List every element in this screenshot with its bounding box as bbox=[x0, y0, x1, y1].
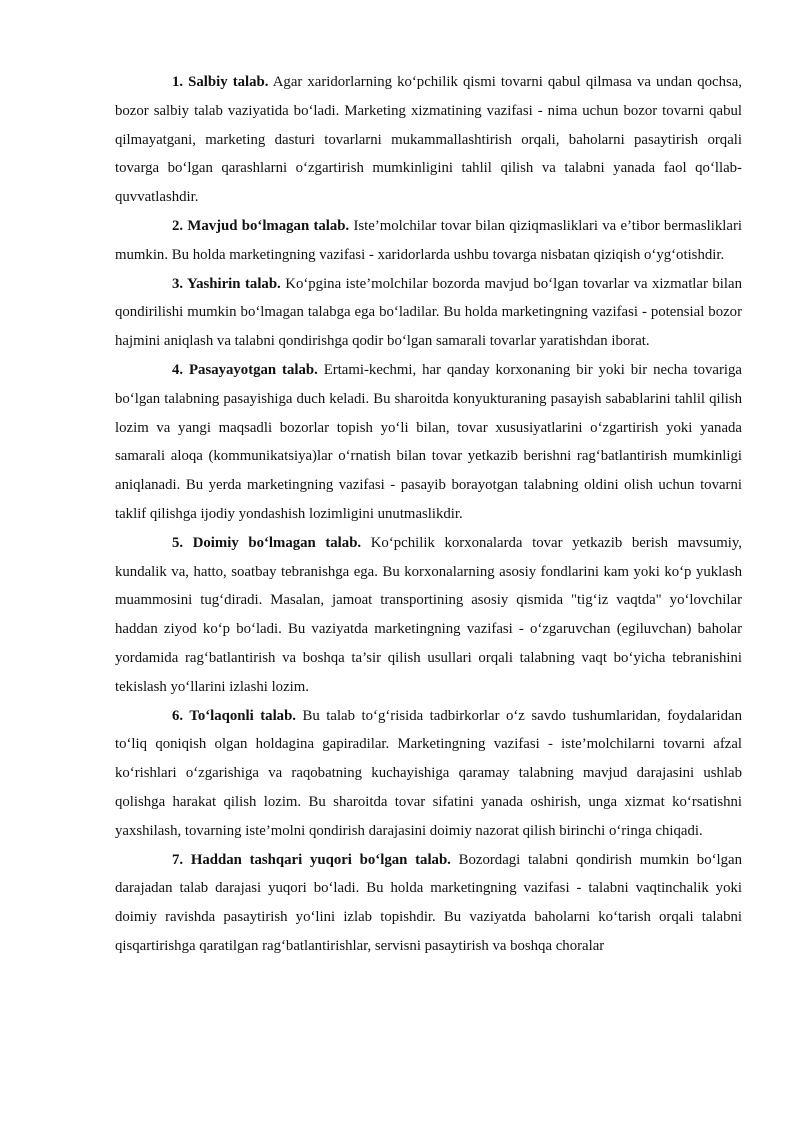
paragraph-title: 4. Pasayayotgan talab. bbox=[172, 361, 318, 378]
paragraph-salbiy-talab bbox=[115, 68, 742, 212]
paragraph-tolaqonli-talab bbox=[115, 702, 742, 846]
paragraph-text: Ko‘pgina iste’molchilar bozorda mavjud bo‘lgan tovarlar va xizmatlar bilan qondirilishi mumkin bo‘lmagan talabga ega bo‘ladilar. Bu holda marketingning vazifasi - potensial bozor hajmini aniqlash va talabni qondirishga qodir bo‘lgan samarali tovarlar yaratishdan iborat. bbox=[115, 275, 742, 350]
paragraph-text: Iste’molchilar tovar bilan qiziqmasliklari va e’tibor bermasliklari mumkin. Bu holda marketingning vazifasi - xaridorlarda ushbu tovarga nisbatan qiziqish o‘yg‘otishdir. bbox=[115, 217, 742, 263]
paragraph-title: 5. Doimiy bo‘lmagan talab. bbox=[172, 534, 362, 551]
paragraph-mavjud-bolmagan-talab bbox=[115, 212, 742, 270]
paragraph-yashirin-talab bbox=[115, 270, 742, 356]
paragraph-text: Ertami-kechmi, har qanday korxonaning bir yoki bir necha tovariga bo‘lgan talabning pasayishiga duch keladi. Bu sharoitda konyukturaning pasayish sabablarini tahlil qilish lozim va yangi maqsadli bozorlar topish yo‘li bilan, tovar xususiyatlarini o‘zgartirish yoki yanada samarali aloqa (kommunikatsiya)lar o‘rnatish bilan tovar yetkazib berishni rag‘batlantirish mumkinligi aniqlanadi. Bu yerda marketingning vazifasi - pasayib borayotgan talabning oldini olish uchun tovarni taklif qilishga ijodiy yondashish lozimligini unutmaslikdir. bbox=[115, 361, 742, 522]
paragraph-title: 6. To‘laqonli talab. bbox=[172, 707, 297, 724]
paragraph-pasayayotgan-talab bbox=[115, 356, 742, 529]
paragraph-title: 3. Yashirin talab. bbox=[172, 275, 281, 292]
paragraph-title: 1. Salbiy talab. bbox=[172, 74, 269, 90]
paragraph-doimiy-bolmagan-talab bbox=[115, 529, 742, 702]
paragraph-text: Agar xaridorlarning ko‘pchilik qismi tovarni qabul qilmasa va undan qochsa, bozor salbiy talab vaziyatida bo‘ladi. Marketing xizmatining vazifasi - nima uchun bozor tovarni qabul qilmayatgani, marketing dasturi tovarlarni mukammallashtirish orqali, baholarni pasaytirish orqali tovarga bo‘lgan qarashlarni o‘zgartirish mumkinligini tahlil qilish va talabni yanada faol qo‘llab-quvvatlashdir. bbox=[115, 74, 742, 206]
paragraph-haddan-tashqari-talab bbox=[115, 846, 742, 961]
paragraph-title: 2. Mavjud bo‘lmagan talab. bbox=[172, 217, 350, 234]
paragraph-text: Bozordagi talabni qondirish mumkin bo‘lgan darajadan talab darajasi yuqori bo‘ladi. Bu holda marketingning vazifasi - talabni vaqtinchalik yoki doimiy ravishda pasaytirish yo‘lini izlab topishdir. Bu vaziyatda baholarni ko‘tarish orqali talabni qisqartirishga qaratilgan rag‘batlantirishlar, servisni pasaytirish va boshqa choralar bbox=[115, 851, 742, 954]
paragraph-text: Ko‘pchilik korxonalarda tovar yetkazib berish mavsumiy, kundalik va, hatto, soatbay tebranishga ega. Bu korxonalarning asosiy fondlarini kam yoki ko‘p yuklash muammosini tug‘diradi. Masalan, jamoat transportining asosiy qismida "tig‘iz vaqtda" yo‘lovchilar haddan ziyod ko‘p bo‘ladi. Bu vaziyatda marketingning vazifasi - o‘zgaruvchan (egiluvchan) baholar yordamida rag‘batlantirish va boshqa ta’sir qilish usullari orqali talabning vaqt bo‘yicha tebranishini tekislash yo‘llarini izlashi lozim. bbox=[115, 534, 742, 695]
paragraph-text: Bu talab to‘g‘risida tadbirkorlar o‘z savdo tushumlaridan, foydalaridan to‘liq qoniqish olgan holdagina gapiradilar. Marketingning vazifasi - iste’molchilarni tovarni afzal ko‘rishlari o‘zgarishiga va raqobatning kuchayishiga qaramay talabning mavjud darajasini ushlab qolishga harakat qilish lozim. Bu sharoitda tovar sifatini yanada oshirish, unga xizmat ko‘rsatishni yaxshilash, tovarning iste’molni qondirish darajasini doimiy nazorat qilish birinchi o‘ringa chiqadi. bbox=[115, 707, 743, 839]
document-page bbox=[115, 68, 742, 961]
paragraph-title: 7. Haddan tashqari yuqori bo‘lgan talab. bbox=[172, 851, 451, 868]
